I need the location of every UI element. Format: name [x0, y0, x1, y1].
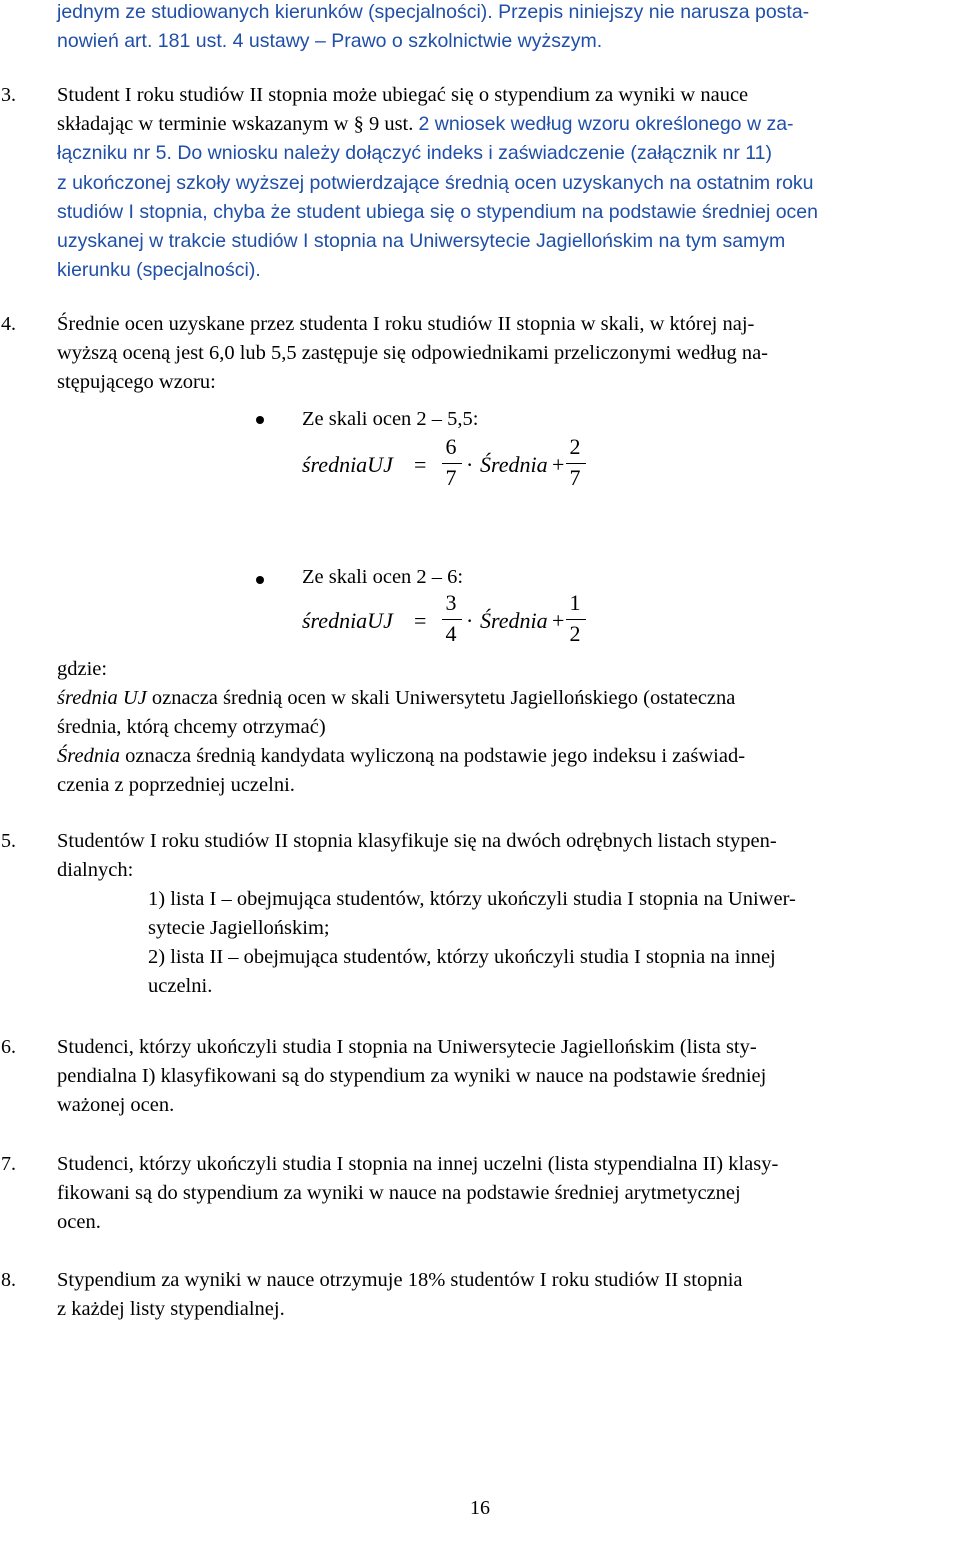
formula-1	[302, 434, 602, 504]
p5-item-1-line-2: sytecie Jagiellońskim;	[148, 917, 330, 939]
p6-line-3: ważonej ocen.	[57, 1094, 175, 1116]
p3-number: 3.	[1, 84, 16, 106]
p4-bullet-2: Ze skali ocen 2 – 6:	[302, 566, 464, 588]
p3-line-6: uzyskanej w trakcie studiów I stopnia na Uniwersytecie Jagiellońskim na tym samym	[57, 230, 786, 252]
formula-2-frac-1-den: 4	[445, 621, 457, 646]
p8-line-2: z każdej listy stypendialnej.	[57, 1298, 285, 1320]
p6-line-1: Studenci, którzy ukończyli studia I stopnia na Uniwersytecie Jagiellońskim (lista sty-	[57, 1036, 757, 1058]
page-number: 16	[470, 1497, 490, 1519]
p4-line-2: wyższą oceną jest 6,0 lub 5,5 zastępuje się odpowiednikami przeliczonymi według na-	[57, 342, 769, 364]
formula-2-dot: ·	[466, 608, 474, 633]
bullet-point	[256, 576, 264, 584]
p3-line-2a: składając w terminie wskazanym w § 9 ust.	[57, 113, 419, 135]
p3-line-7: kierunku (specjalności).	[57, 259, 261, 281]
p3-line-3a: łączniku nr 5.	[57, 142, 178, 164]
p6-number: 6.	[1, 1036, 16, 1058]
p4-bullet-1: Ze skali ocen 2 – 5,5:	[302, 408, 479, 430]
formula-2-var: Średnia	[480, 608, 548, 633]
formula-1-lhs: średniaUJ	[302, 452, 393, 477]
p5-line-2: dialnych:	[57, 859, 134, 881]
formula-1-frac-1-num: 6	[445, 434, 457, 459]
p4-def-2-line-1	[57, 742, 745, 771]
p4-def-2-term: Średnia	[57, 745, 121, 767]
formula-2-lhs: średniaUJ	[302, 608, 393, 633]
p3-line-2b: 2 wniosek według wzoru określonego w za-	[418, 113, 794, 135]
p4-def-1-line-2: średnia, którą chcemy otrzymać)	[57, 716, 326, 738]
intro-line-2: nowień art. 181 ust. 4 ustawy – Prawo o szkolnictwie wyższym.	[57, 30, 603, 52]
formula-1-eq: =	[414, 452, 427, 477]
p4-where: gdzie:	[57, 658, 108, 680]
p4-line-1: Średnie ocen uzyskane przez studenta I roku studiów II stopnia w skali, w której naj-	[57, 313, 755, 335]
p4-def-2-line-2: czenia z poprzedniej uczelni.	[57, 774, 295, 796]
p5-item-1-line-1: 1) lista I – obejmująca studentów, którzy ukończyli studia I stopnia na Uniwer-	[148, 888, 796, 910]
p8-number: 8.	[1, 1269, 16, 1291]
p3-line-3	[57, 139, 772, 168]
formula-2-frac-2-den: 2	[569, 621, 581, 646]
p3-line-5: studiów I stopnia, chyba że student ubiega się o stypendium na podstawie średniej ocen	[57, 201, 818, 223]
p5-number: 5.	[1, 830, 16, 852]
formula-2-plus: +	[552, 608, 565, 633]
formula-1-frac-2-num: 2	[569, 434, 581, 459]
p3-line-3b: Do wniosku należy dołączyć indeks i zaświadczenie (załącznik nr 11)	[177, 142, 772, 164]
p4-def-2-text: oznacza średnią kandydata wyliczoną na podstawie jego indeksu i zaświad-	[120, 745, 746, 767]
p7-line-3: ocen.	[57, 1211, 101, 1233]
p4-number: 4.	[1, 313, 16, 335]
formula-1-var: Średnia	[480, 452, 548, 477]
formula-2-frac-1-num: 3	[445, 590, 457, 615]
p4-line-3: stępującego wzoru:	[57, 371, 216, 393]
p7-line-2: fikowani są do stypendium za wyniki w nauce na podstawie średniej arytmetycznej	[57, 1182, 741, 1204]
p5-item-2-line-1: 2) lista II – obejmująca studentów, którzy ukończyli studia I stopnia na innej	[148, 946, 776, 968]
formula-2-eq: =	[414, 608, 427, 633]
p6-line-2: pendialna I) klasyfikowani są do stypendium za wyniki w nauce na podstawie średniej	[57, 1065, 767, 1087]
p3-line-2	[57, 110, 794, 139]
p4-def-1-term: średnia UJ	[57, 687, 147, 709]
p8-line-1: Stypendium za wyniki w nauce otrzymuje 18% studentów I roku studiów II stopnia	[57, 1269, 743, 1291]
formula-1-frac-1-den: 7	[445, 465, 457, 490]
p4-def-1-text: oznacza średnią ocen w skali Uniwersytetu Jagiellońskiego (ostateczna	[146, 687, 736, 709]
intro-line-1: jednym ze studiowanych kierunków (specjalności). Przepis niniejszy nie narusza posta-	[57, 1, 810, 23]
p3-line-1: Student I roku studiów II stopnia może ubiegać się o stypendium za wyniki w nauce	[57, 84, 749, 106]
bullet-point	[256, 416, 264, 424]
formula-1-dot: ·	[466, 452, 474, 477]
formula-2-frac-2-num: 1	[569, 590, 581, 615]
p5-item-2-line-2: uczelni.	[148, 975, 213, 997]
p4-def-1-line-1	[57, 684, 735, 713]
p7-number: 7.	[1, 1153, 16, 1175]
p3-line-4: z ukończonej szkoły wyższej potwierdzające średnią ocen uzyskanych na ostatnim roku	[57, 172, 814, 194]
p7-line-1: Studenci, którzy ukończyli studia I stopnia na innej uczelni (lista stypendialna II) klasy-	[57, 1153, 779, 1175]
p5-line-1: Studentów I roku studiów II stopnia klasyfikuje się na dwóch odrębnych listach stypen-	[57, 830, 777, 852]
formula-1-frac-2-den: 7	[569, 465, 581, 490]
formula-1-plus: +	[552, 452, 565, 477]
formula-2	[302, 590, 602, 660]
